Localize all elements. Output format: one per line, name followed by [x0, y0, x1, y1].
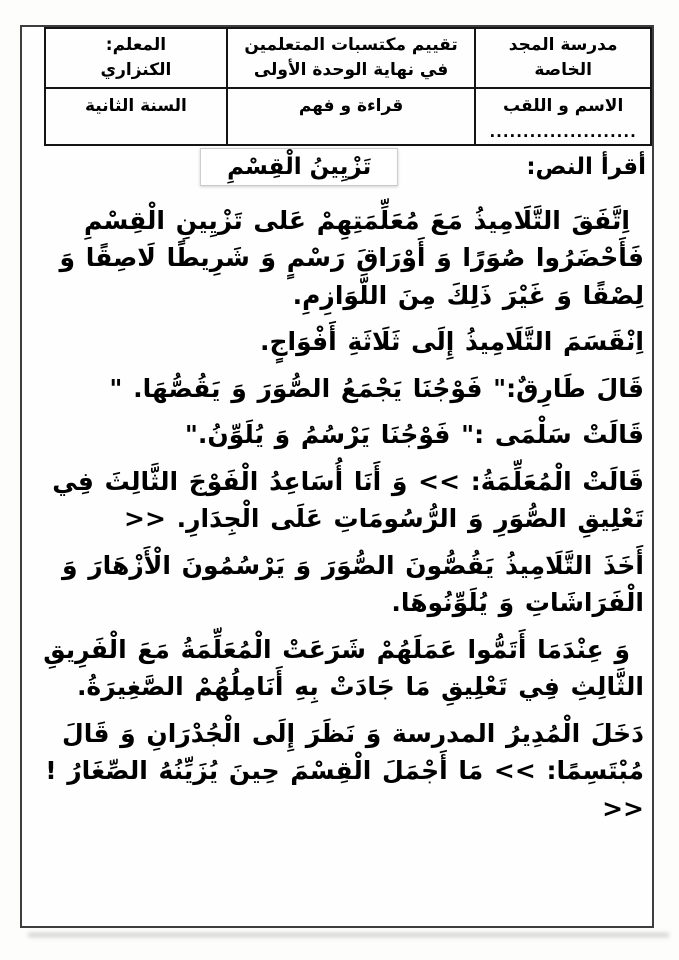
student-name-label: الاسم و اللقب: [502, 96, 624, 116]
school-name-cell: [475, 28, 651, 88]
paragraph: دَخَلَ الْمُدِيرُ المدرسة وَ نَظَرَ إِلَى الْجُدْرَانِ وَ قَالَ مُبْتَسِمًا: >> مَا أَجْمَلَ الْقِسْمَ حِينَ يُزَيِّنُهُ الصِّغَارُ ! <<: [45, 718, 644, 823]
teacher-label: المعلم:: [105, 35, 167, 56]
grade-label: السنة الثانية: [84, 96, 187, 116]
paragraph: اِتَّفَقَ التَّلَامِيذُ مَعَ مُعَلِّمَتِهِمْ عَلى تَزْيِينِ الْقِسْمِ فَأَحْضَرُوا صُوَرًا وَ أَوْرَاقَ رَسْمٍ وَ شَرِيطًا لَاصِقًا وَ لِصْقًا وَ غَيْرَ ذَلِكَ مِنَ اللَّوَازِمِ.: [59, 205, 644, 310]
read-text-instruction: أقرأ النص:: [526, 153, 646, 180]
paragraph: قَالَ طَارِقٌ:" فَوْجُنَا يَجْمَعُ الصُّوَرَ وَ يَقُصُّهَا. ": [109, 373, 644, 403]
student-name-blank: ......................: [489, 122, 637, 141]
paragraph: قَالَتْ الْمُعَلِّمَةُ: >> وَ أَنَا أُسَاعِدُ الْفَوْجَ الثَّالِثَ فِي تَعْلِيقِ الصُّوَرِ وَ الرُّسُومَاتِ عَلَى الْجِدَارِ. <<: [52, 466, 644, 534]
header-row-2: [45, 88, 651, 145]
student-name-cell: [475, 88, 651, 145]
subject-cell: [227, 88, 475, 145]
paragraph: اِنْقَسَمَ التَّلَامِيذُ إِلَى ثَلَاثَةِ أَفْوَاجٍ.: [260, 327, 644, 357]
subject-label: قراءة و فهم: [298, 96, 404, 116]
paragraph: وَ عِنْدَمَا أَتَمُّوا عَمَلَهُمْ شَرَعَتْ الْمُعَلِّمَةُ مَعَ الْفَرِيقِ الثَّالِثِ فِي تَعْلِيقِ مَا جَادَتْ بِهِ أَنَامِلُهُمْ الصَّغِيرَةُ.: [43, 634, 644, 702]
page-frame: [20, 25, 654, 928]
teacher-cell: [45, 28, 227, 88]
paragraph: أَخَذَ التَّلَامِيذُ يَقُصُّونَ الصُّوَرَ وَ يَرْسُمُونَ الْأَزْهَارَ وَ الْفَرَاشَاتِ وَ يُلَوِّنُوهَا.: [62, 550, 644, 618]
reading-text: [22, 198, 652, 828]
grade-cell: [45, 88, 227, 145]
school-name: مدرسة المجد الخاصة: [508, 35, 618, 80]
header-row-1: [45, 28, 651, 88]
reading-heading-row: [22, 148, 652, 198]
exam-title-cell: [227, 28, 475, 88]
header-table: [44, 27, 652, 146]
exam-title: تقييم مكتسبات المتعلمين في نهاية الوحدة الأولى: [244, 35, 458, 80]
text-title-box: تَزْيِينُ الْقِسْمِ: [200, 148, 398, 186]
paragraph: قَالَتْ سَلْمَى :" فَوْجُنَا يَرْسُمُ وَ يُلَوِّنُ.": [184, 420, 644, 450]
teacher-name: الكنزاري: [100, 60, 172, 80]
